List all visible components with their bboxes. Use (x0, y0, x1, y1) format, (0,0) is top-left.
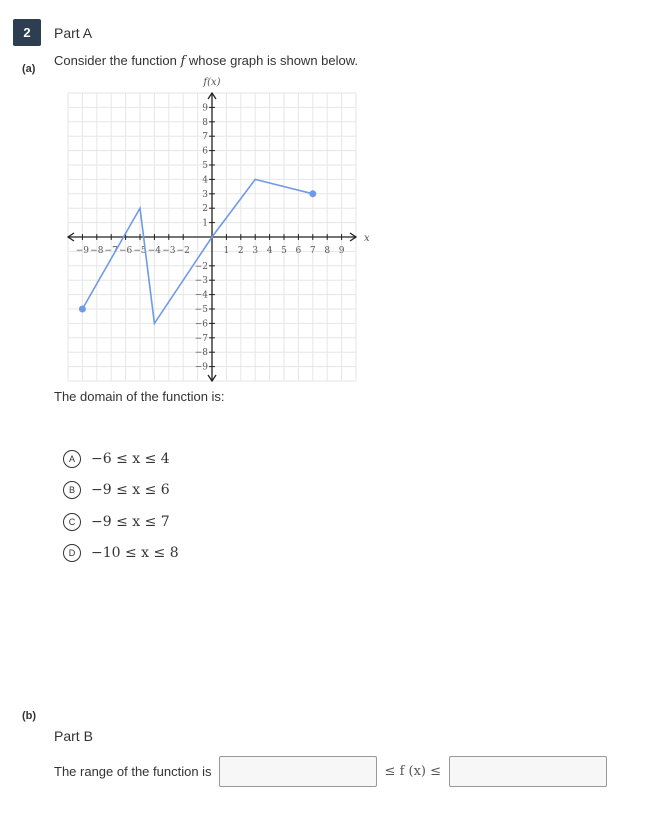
x-tick-label: 8 (324, 246, 331, 256)
x-axis-label: x (364, 233, 370, 244)
choice-b-expr: −9 ≤ x ≤ 6 (91, 482, 170, 498)
prompt-pre: Consider the function (54, 53, 177, 68)
x-tick-label: 1 (223, 246, 230, 256)
function-graph (62, 75, 370, 385)
y-tick-label: −5 (194, 305, 208, 315)
x-tick-label: 3 (252, 246, 259, 256)
function-prompt (54, 53, 358, 69)
choice-d-expr: −10 ≤ x ≤ 8 (91, 545, 179, 561)
choice-c-letter: C (63, 513, 81, 531)
part-a-label: (a) (22, 63, 36, 75)
y-tick-label: −3 (194, 276, 208, 287)
x-tick-label: 6 (295, 246, 302, 256)
closed-endpoint (79, 306, 86, 313)
domain-prompt: The domain of the function is: (54, 389, 225, 404)
choice-a[interactable] (63, 450, 170, 468)
y-tick-label: 8 (202, 117, 208, 128)
y-tick-label: 6 (202, 146, 208, 157)
choice-c-expr: −9 ≤ x ≤ 7 (91, 514, 170, 530)
range-prompt: The range of the function is (54, 764, 212, 779)
x-tick-label: −6 (118, 246, 133, 256)
x-tick-label: 2 (237, 246, 244, 256)
x-tick-label: −4 (147, 246, 162, 256)
range-upper-input[interactable] (449, 756, 607, 787)
choice-b-letter: B (63, 481, 81, 499)
prompt-function-name: f (180, 54, 186, 69)
x-tick-label: 9 (338, 246, 345, 256)
y-tick-label: 1 (202, 218, 208, 229)
range-middle-expr: ≤ f (x) ≤ (384, 764, 442, 779)
part-a-title: Part A (54, 25, 93, 41)
choice-a-letter: A (63, 450, 81, 468)
range-row (54, 755, 607, 788)
part-b-label: (b) (22, 710, 37, 722)
x-tick-label: −5 (133, 246, 147, 256)
prompt-post: whose graph is shown below. (188, 53, 359, 68)
x-tick-label: 5 (281, 246, 287, 256)
y-tick-label: 2 (202, 204, 208, 215)
y-tick-label: −7 (194, 333, 208, 344)
x-tick-label: −2 (176, 246, 190, 256)
y-tick-label: −4 (194, 290, 208, 301)
y-tick-label: −9 (194, 362, 208, 373)
question-number: 2 (13, 19, 41, 46)
x-tick-label: −7 (104, 246, 118, 256)
y-tick-label: 5 (202, 161, 208, 171)
choice-c[interactable] (63, 513, 170, 531)
choice-a-expr: −6 ≤ x ≤ 4 (91, 451, 170, 467)
x-tick-label: 4 (266, 246, 273, 256)
choice-d-letter: D (63, 544, 81, 562)
y-tick-label: 7 (202, 132, 208, 143)
y-tick-label: 4 (202, 175, 208, 186)
x-tick-label: 7 (309, 246, 316, 256)
part-b-title: Part B (54, 728, 93, 744)
choice-d[interactable] (63, 544, 179, 562)
y-tick-label: −6 (194, 319, 208, 330)
y-tick-label: 3 (202, 189, 208, 200)
range-lower-input[interactable] (219, 756, 377, 787)
choice-b[interactable] (63, 481, 170, 499)
x-tick-label: −9 (75, 246, 90, 256)
x-tick-label: −3 (162, 246, 176, 256)
y-tick-label: −2 (194, 261, 208, 272)
x-tick-label: −8 (90, 246, 104, 256)
y-tick-label: 9 (202, 103, 208, 114)
y-axis-label: f(x) (203, 77, 221, 88)
closed-endpoint (309, 190, 316, 197)
y-tick-label: −8 (194, 348, 208, 359)
